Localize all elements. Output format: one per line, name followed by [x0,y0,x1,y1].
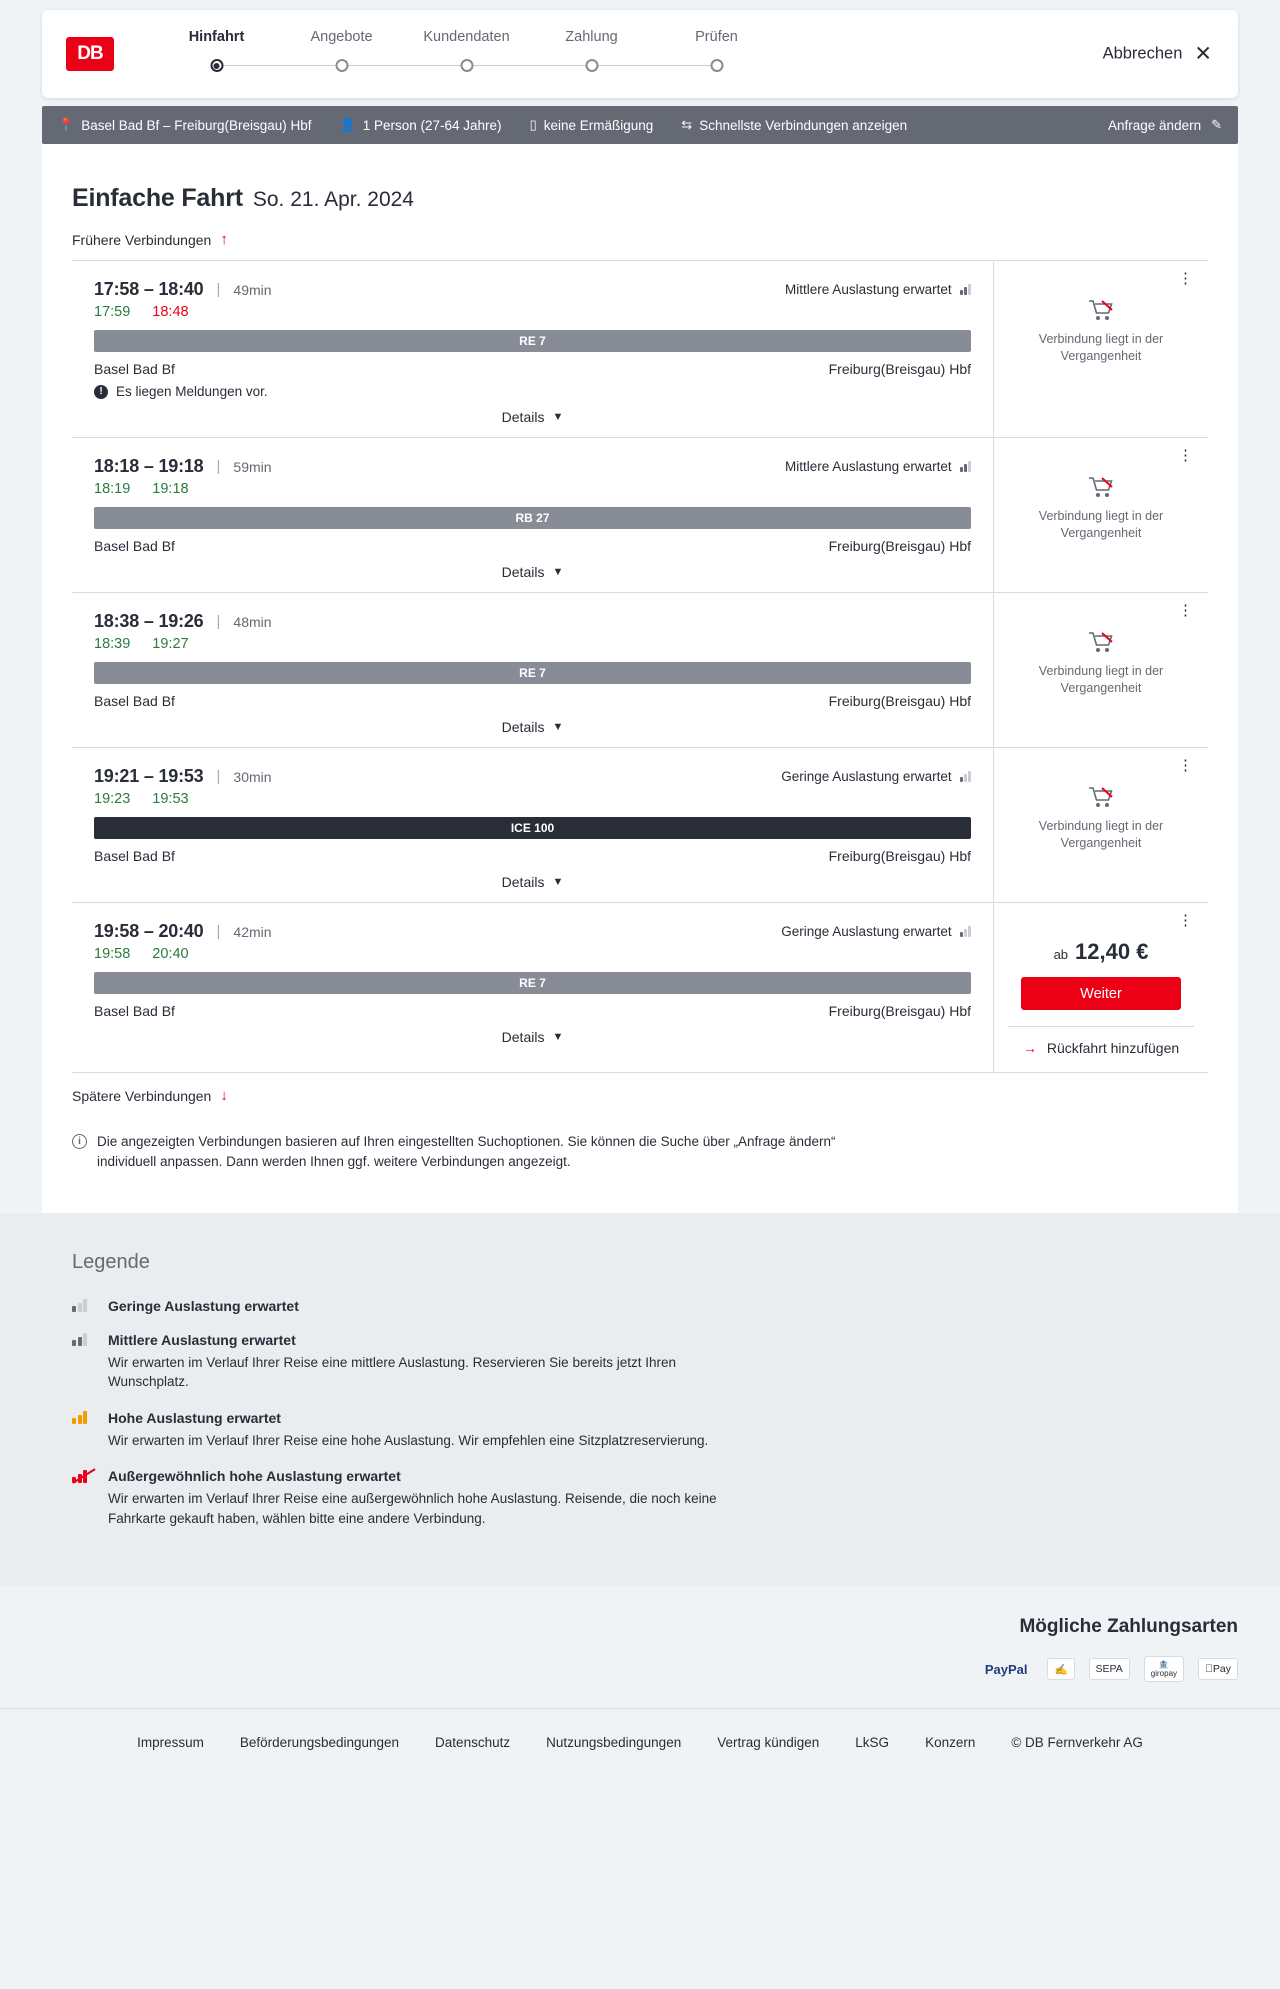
search-options-note-text: Die angezeigten Verbindungen basieren auf Ihren eingestellten Suchoptionen. Sie können die Suche über „Anfrage ändern“ individuell anpassen. Dann werden Ihnen ggf. weitere Verbindungen angezeigt. [97,1134,836,1170]
details-toggle[interactable] [94,874,971,890]
disruption-message-label: Es liegen Meldungen vor. [116,384,268,399]
origin-station: Basel Bad Bf [94,1003,175,1019]
connection-row[interactable] [72,438,1208,593]
more-options-icon[interactable]: ⋮ [1178,757,1194,774]
step-dot-icon [335,59,348,72]
disruption-message[interactable] [94,384,971,399]
legend-item-desc: Wir erwarten im Verlauf Ihrer Reise eine mittlere Auslastung. Reservieren Sie bereits jetzt Ihren Wunschplatz. [108,1354,676,1390]
utilization-extreme-icon [72,1470,94,1483]
separator: | [216,613,221,630]
step-label: Prüfen [695,29,738,45]
actual-arrival-time: 20:40 [152,946,189,962]
location-pin-icon: 📍 [58,117,75,132]
legend-item-label: Außergewöhnlich hohe Auslastung erwartet [108,1468,401,1485]
step-label: Zahlung [565,29,618,45]
actual-departure-time: 19:23 [94,791,131,807]
details-label: Details [501,564,545,580]
trip-date: So. 21. Apr. 2024 [252,188,414,211]
connection-row[interactable] [72,593,1208,748]
query-discount-label: keine Ermäßigung [543,117,654,133]
connection-duration: 49min [233,281,272,298]
query-summary-bar [42,106,1238,144]
query-discount[interactable] [530,117,654,133]
connection-details [72,438,993,592]
step-pruefen[interactable] [654,29,779,79]
details-toggle[interactable] [94,719,971,735]
actual-arrival-time: 19:53 [152,791,189,807]
legend-item [72,1298,1208,1314]
page-root [0,10,1280,1776]
connection-times: 19:58 – 20:40 [94,921,204,941]
connection-duration: 48min [233,613,272,630]
destination-station: Freiburg(Breisgau) Hbf [828,538,971,554]
search-options-note [72,1132,862,1173]
chevron-down-icon: ▼ [552,411,564,423]
legend-section [0,1213,1280,1587]
train-badge[interactable]: RE 7 [94,662,971,684]
origin-station: Basel Bad Bf [94,361,175,377]
connection-duration: 30min [233,768,272,785]
utilization-label: Geringe Auslastung erwartet [781,924,952,939]
actual-departure-time: 19:58 [94,946,131,962]
price-display [1054,939,1149,965]
utilization-label: Geringe Auslastung erwartet [781,769,952,784]
price-prefix: ab [1053,947,1069,962]
paypal-icon: PayPal [984,1661,1028,1677]
utilization-bars-icon [960,771,971,782]
payment-logos [42,1656,1238,1682]
more-options-icon[interactable]: ⋮ [1178,270,1194,287]
page-title [42,184,1238,213]
footer-link-lksg[interactable]: LkSG [855,1735,890,1751]
direct-debit-icon: ✍ [1047,1658,1074,1680]
separator: | [216,923,221,940]
origin-station: Basel Bad Bf [94,693,175,709]
utilization-indicator [785,282,971,297]
add-return-trip-label: Rückfahrt hinzufügen [1046,1040,1180,1056]
chevron-down-icon: ▼ [552,876,564,888]
connection-action-panel [993,438,1208,592]
cart-unavailable-icon [1088,299,1114,323]
more-options-icon[interactable]: ⋮ [1178,912,1194,929]
close-icon[interactable]: ✕ [1194,42,1212,66]
add-return-trip-button[interactable] [1023,1040,1179,1056]
destination-station: Freiburg(Breisgau) Hbf [828,1003,971,1019]
footer-link-nutzungsbedingungen[interactable]: Nutzungsbedingungen [546,1735,682,1751]
arrow-down-icon: ↓ [220,1087,228,1104]
connection-details [72,903,993,1072]
earlier-connections-button[interactable] [42,231,1238,248]
connection-times: 18:18 – 19:18 [94,456,204,476]
legend-item [72,1332,1208,1392]
query-sorting[interactable] [681,117,907,133]
step-hinfahrt[interactable] [154,29,279,79]
connection-row[interactable] [72,261,1208,438]
footer-link-konzern[interactable]: Konzern [925,1735,976,1751]
connection-row[interactable] [72,748,1208,903]
step-kundendaten[interactable] [404,29,529,79]
query-passengers[interactable] [340,117,502,133]
utilization-bars-icon [960,461,971,472]
earlier-connections-label: Frühere Verbindungen [72,231,212,248]
payment-methods-title: Mögliche Zahlungsarten [1019,1616,1238,1638]
step-label: Hinfahrt [188,29,245,45]
legend-item-label: Geringe Auslastung erwartet [108,1297,299,1314]
origin-station: Basel Bad Bf [94,538,175,554]
trip-type-title: Einfache Fahrt [72,184,243,212]
later-connections-button[interactable] [42,1087,1238,1104]
price-value: 12,40 € [1075,939,1149,964]
footer [0,1708,1280,1776]
utilization-high-icon [72,1411,94,1424]
checkout-stepper [154,29,779,79]
train-badge[interactable]: RE 7 [94,972,971,994]
utilization-label: Mittlere Auslastung erwartet [785,282,952,297]
step-angebote[interactable] [279,29,404,79]
connection-times: 19:21 – 19:53 [94,766,204,786]
legend-title: Legende [72,1250,150,1273]
change-query-button[interactable] [1108,117,1222,133]
details-toggle[interactable] [94,564,971,580]
details-label: Details [501,874,545,890]
apple-pay-icon: Pay [1198,1658,1238,1680]
cart-unavailable-icon [1088,786,1114,810]
more-options-icon[interactable]: ⋮ [1178,602,1194,619]
connection-row[interactable] [72,903,1208,1073]
separator: | [216,281,221,298]
details-toggle[interactable] [94,409,971,425]
cart-unavailable-icon [1088,631,1114,655]
connection-action-panel [993,261,1208,437]
sepa-icon: SEPA [1089,1658,1130,1680]
details-label: Details [501,409,545,425]
separator: | [216,458,221,475]
giropay-icon: 🏦 giropay [1144,1656,1184,1682]
utilization-low-icon [72,1299,94,1312]
connection-details [72,593,993,747]
actual-arrival-time: 18:48 [152,304,189,320]
actual-departure-time: 17:59 [94,304,131,320]
pencil-icon[interactable]: ✎ [1211,117,1222,132]
connection-booking-panel [993,903,1208,1072]
payment-methods-section [0,1586,1280,1708]
results-panel [42,144,1238,1213]
step-dot-icon [460,59,473,72]
more-options-icon[interactable]: ⋮ [1178,447,1194,464]
step-dot-icon [210,59,223,72]
divider [1008,1026,1194,1027]
details-label: Details [501,719,545,735]
actual-departure-time: 18:19 [94,481,131,497]
footer-link-befoerderungsbedingungen[interactable]: Beförderungsbedingungen [239,1735,400,1751]
connection-details [72,748,993,902]
legend-item-label: Mittlere Auslastung erwartet [108,1331,296,1348]
warning-icon: ! [94,385,108,399]
arrow-right-icon: → [1022,1040,1037,1056]
connection-action-panel [993,748,1208,902]
actual-arrival-time: 19:27 [152,636,189,652]
details-label: Details [501,1029,545,1045]
origin-station: Basel Bad Bf [94,848,175,864]
utilization-indicator [781,924,971,939]
change-query-label: Anfrage ändern [1108,117,1202,133]
past-connection-note: Verbindung liegt in der Vergangenheit [1038,819,1164,850]
legend-item-desc: Wir erwarten im Verlauf Ihrer Reise eine außergewöhnlich hohe Auslastung. Reisende, die noch keine Fahrkarte gekauft haben, wählen bitte eine andere Verbindung. [108,1491,717,1526]
separator: | [216,768,221,785]
legend-item-label: Hohe Auslastung erwartet [108,1409,281,1426]
legend-item [72,1410,1208,1451]
utilization-label: Mittlere Auslastung erwartet [785,459,952,474]
person-icon: 👤 [339,117,356,132]
connection-duration: 42min [233,923,272,940]
bahncard-icon: ▯ [529,117,537,132]
step-dot-icon [710,59,723,72]
connection-times: 17:58 – 18:40 [94,279,204,299]
cart-unavailable-icon [1088,476,1114,500]
app-header [42,10,1238,98]
footer-link-vertrag-kuendigen[interactable]: Vertrag kündigen [717,1735,820,1751]
train-badge[interactable]: ICE 100 [94,817,971,839]
cancel-button[interactable] [1103,44,1212,65]
utilization-bars-icon [960,926,971,937]
details-toggle[interactable] [94,1029,971,1045]
past-connection-note: Verbindung liegt in der Vergangenheit [1038,332,1164,363]
chevron-down-icon: ▼ [552,566,564,578]
past-connection-note: Verbindung liegt in der Vergangenheit [1038,664,1164,695]
chevron-down-icon: ▼ [552,1031,564,1043]
destination-station: Freiburg(Breisgau) Hbf [828,693,971,709]
connection-times: 18:38 – 19:26 [94,611,204,631]
step-label: Angebote [310,29,373,45]
step-label: Kundendaten [423,29,510,45]
query-route[interactable] [58,117,312,133]
step-dot-icon [585,59,598,72]
actual-arrival-time: 19:18 [152,481,189,497]
train-badge[interactable]: RB 27 [94,507,971,529]
step-zahlung[interactable] [529,29,654,79]
sort-icon: ⇆ [681,117,693,132]
legend-item [72,1468,1208,1528]
connection-list [72,260,1208,1073]
query-route-label: Basel Bad Bf – Freiburg(Breisgau) Hbf [81,117,312,133]
db-logo[interactable]: DB [66,37,114,71]
utilization-indicator [785,459,971,474]
connection-duration: 59min [233,458,272,475]
footer-link-datenschutz[interactable]: Datenschutz [435,1735,511,1751]
info-icon: i [72,1134,87,1149]
chevron-down-icon: ▼ [552,721,564,733]
connection-details [72,261,993,437]
train-badge[interactable]: RE 7 [94,330,971,352]
footer-copyright: © DB Fernverkehr AG [1011,1735,1143,1751]
utilization-medium-icon [72,1333,94,1346]
destination-station: Freiburg(Breisgau) Hbf [828,361,971,377]
destination-station: Freiburg(Breisgau) Hbf [828,848,971,864]
query-sorting-label: Schnellste Verbindungen anzeigen [699,117,908,133]
connection-action-panel [993,593,1208,747]
query-passengers-label: 1 Person (27-64 Jahre) [362,117,502,133]
legend-item-desc: Wir erwarten im Verlauf Ihrer Reise eine hohe Auslastung. Wir empfehlen eine Sitzplatzreservierung. [108,1432,709,1448]
continue-button[interactable]: Weiter [1021,977,1181,1010]
past-connection-note: Verbindung liegt in der Vergangenheit [1038,509,1164,540]
utilization-indicator [781,769,971,784]
later-connections-label: Spätere Verbindungen [72,1087,212,1104]
cancel-label: Abbrechen [1102,44,1183,63]
arrow-up-icon: ↑ [220,231,228,248]
actual-departure-time: 18:39 [94,636,131,652]
footer-link-impressum[interactable]: Impressum [137,1735,204,1751]
utilization-bars-icon [960,284,971,295]
